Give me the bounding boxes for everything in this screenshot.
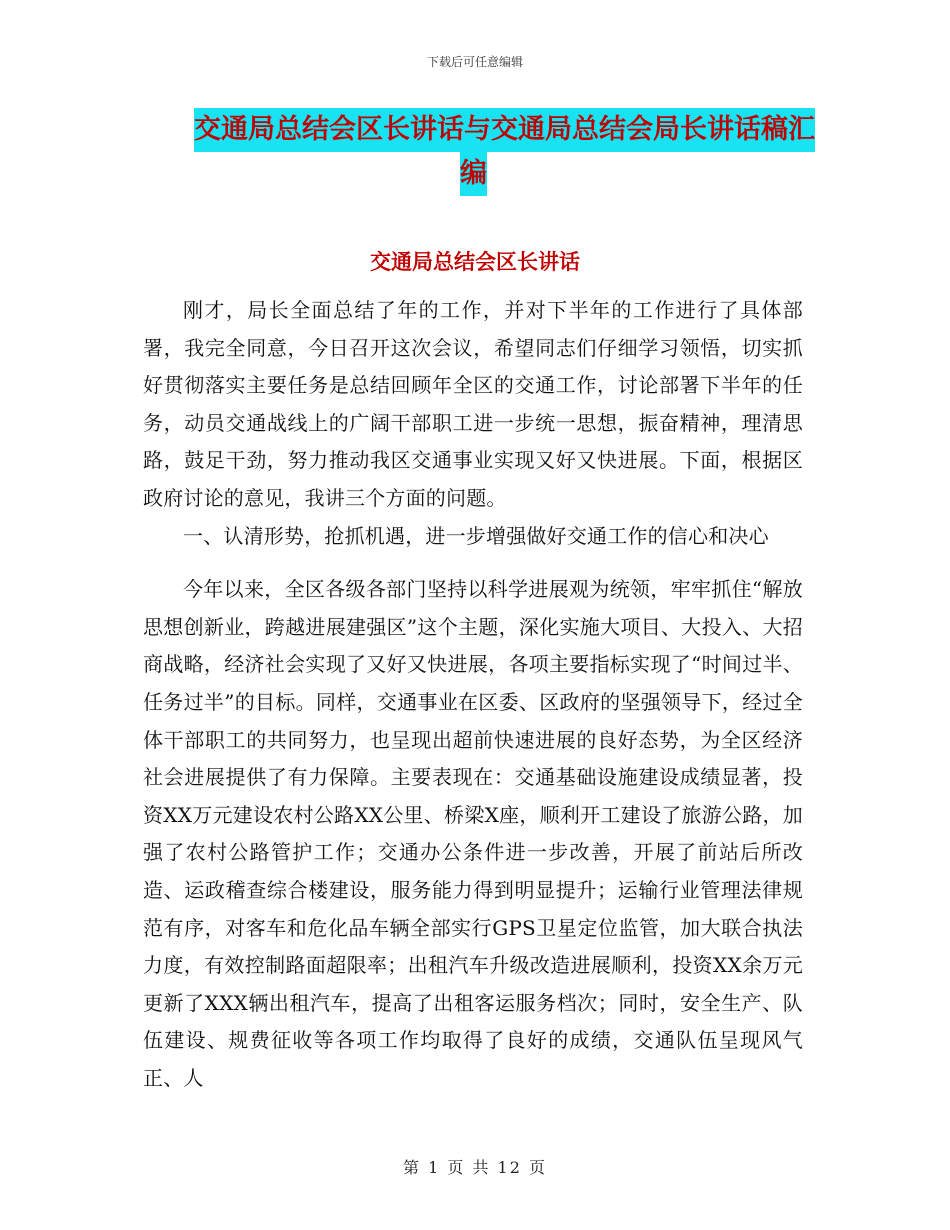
paragraph-achievements: 今年以来，全区各级各部门坚持以科学进展观为统领，牢牢抓住“解放思想创新业，跨越进展建强区”这个主题，深化实施大项目、大投入、大招商战略，经济社会实现了又好又快进展，各项主要指标实现了“时间过半、任务过半”的目标。同样，交通事业在区委、区政府的坚强领导下，经过全体干部职工的共同努力，也呈现出超前快速进展的良好态势，为全区经济社会进展提供了有力保障。主要表现在：交通基础设施建设成绩显著，投资XX万元建设农村公路XX公里、桥梁X座，顺利开工建设了旅游公路，加强了农村公路管护工作；交通办公条件进一步改善，开展了前站后所改造、运政稽查综合楼建设，服务能力得到明显提升；运输行业管理法律规范有序，对客车和危化品车辆全部实行GPS卫星定位监管，加大联合执法力度，有效控制路面超限率；出租汽车升级改造进展顺利，投资XX余万元更新了XXX辆出租汽车，提高了出租客运服务档次；同时，安全生产、队伍建设、规费征收等各项工作均取得了良好的成绩，交通队伍呈现风气正、人 <box>143 577 803 1090</box>
document-title-line-1: 交通局总结会区长讲话与交通局总结会局长讲话稿汇 <box>194 108 815 152</box>
page-number-footer: 第 1 页 共 12 页 <box>403 1158 547 1177</box>
paragraph-intro: 刚才，局长全面总结了年的工作，并对下半年的工作进行了具体部署，我完全同意，今日召开这次会议，希望同志们仔细学习领悟，切实抓好贯彻落实主要任务是总结回顾年全区的交通工作，讨论部署下半年的任务，动员交通战线上的广阔干部职工进一步统一思想，振奋精神，理清思路，鼓足干劲，努力推动我区交通事业实现又好又快进展。下面，根据区政府讨论的意见，我讲三个方面的问题。 <box>143 298 803 510</box>
header-note: 下载后可任意编辑 <box>426 55 523 69</box>
body-text <box>143 292 803 1097</box>
document-title-line-2: 编 <box>460 152 487 196</box>
section-title: 交通局总结会区长讲话 <box>370 249 580 274</box>
paragraph-heading-one: 一、认清形势，抢抓机遇，进一步增强做好交通工作的信心和决心 <box>183 523 769 548</box>
